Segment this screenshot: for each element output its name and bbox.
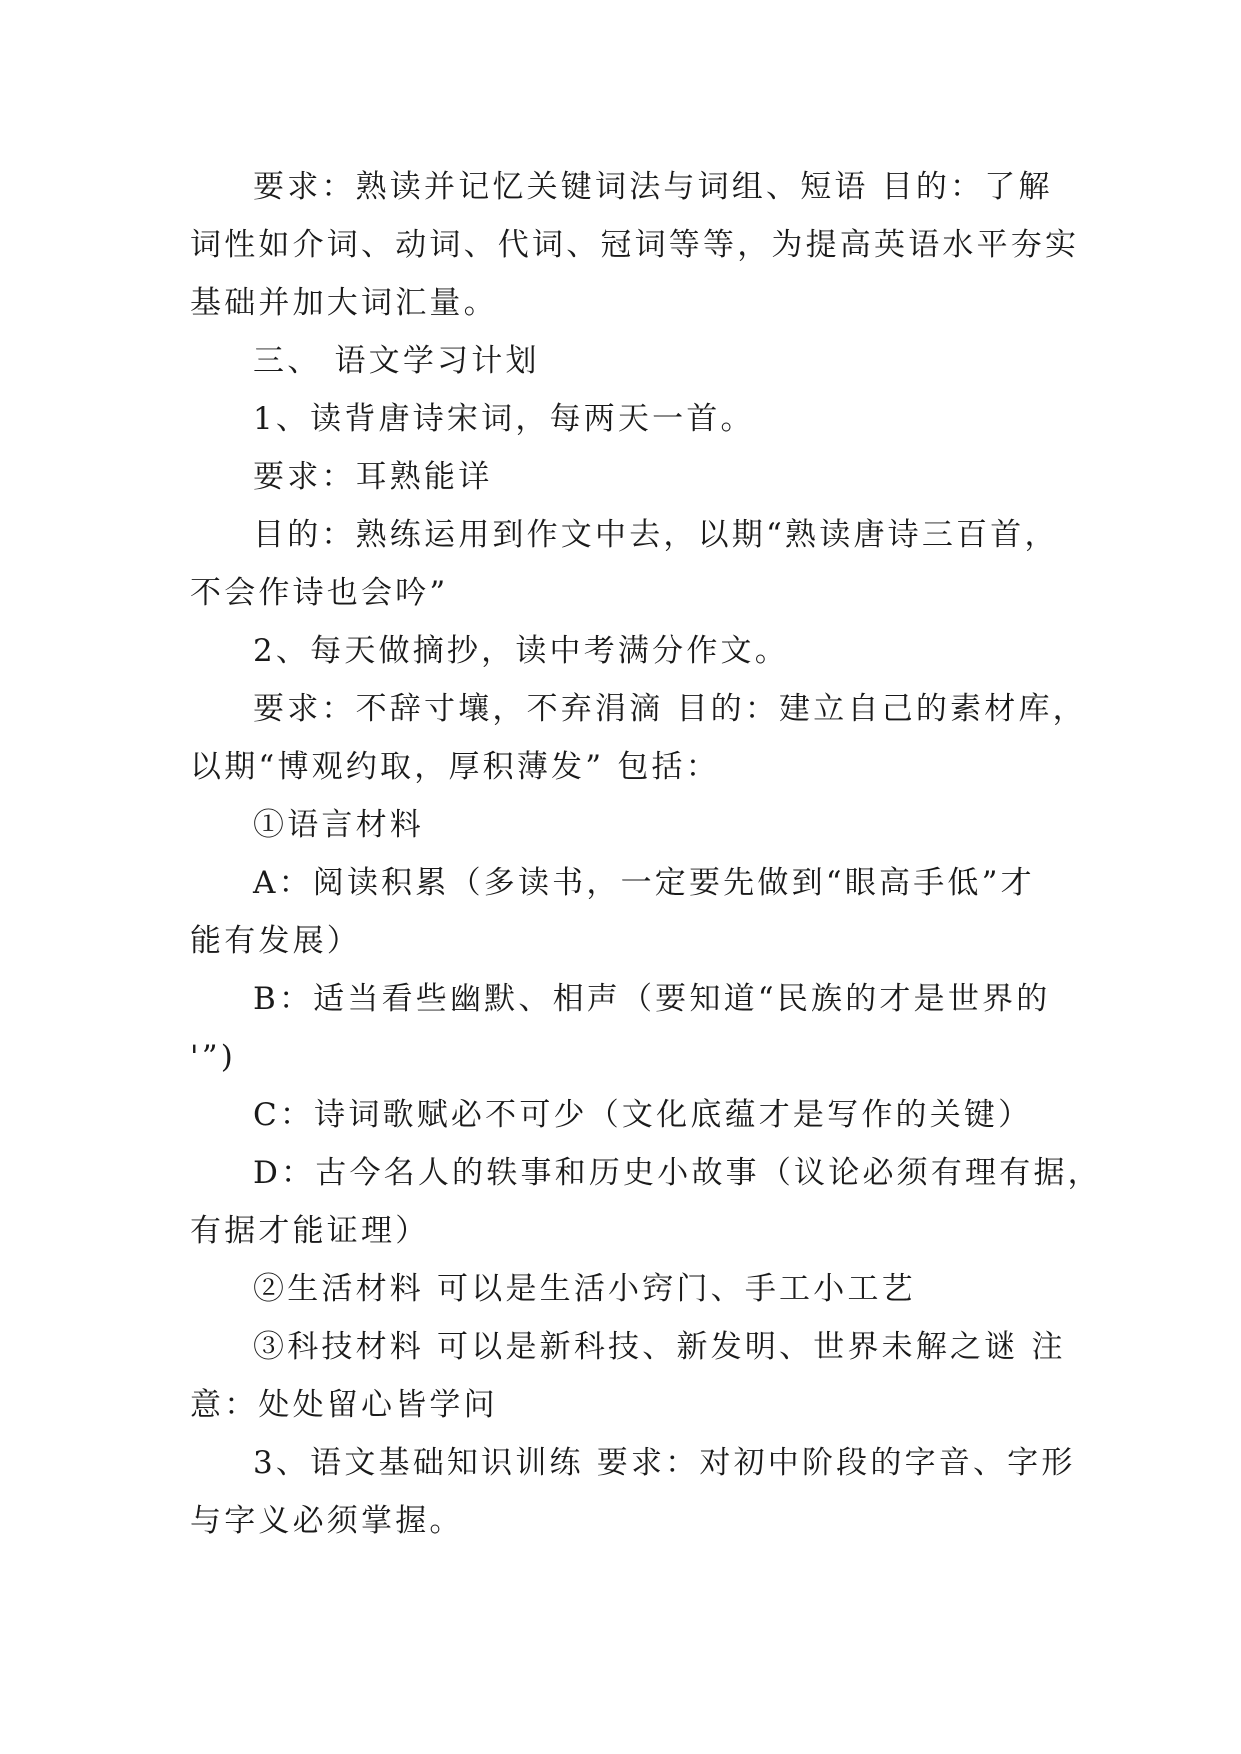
text-line: 要求：熟读并记忆关键词法与词组、短语 目的：了解 [253, 169, 1053, 205]
text-line: ②生活材料 可以是生活小窍门、手工小工艺 [253, 1271, 916, 1307]
text-line: 2、每天做摘抄，读中考满分作文。 [253, 633, 789, 669]
text-line: 不会作诗也会吟” [190, 575, 449, 611]
text-line: 要求：不辞寸壤，不弃涓滴 目的：建立自己的素材库， [253, 691, 1087, 727]
text-line: 基础并加大词汇量。 [190, 285, 498, 321]
text-line: 要求：耳熟能详 [253, 459, 493, 495]
text-line: 有据才能证理） [190, 1213, 430, 1249]
text-line: A：阅读积累（多读书，一定要先做到“眼高手低”才 [253, 865, 1035, 901]
text-line: 与字义必须掌握。 [190, 1503, 464, 1539]
text-line: 词性如介词、动词、代词、冠词等等，为提高英语水平夯实 [190, 227, 1080, 263]
text-line: ③科技材料 可以是新科技、新发明、世界未解之谜 注 [253, 1329, 1066, 1365]
text-line: B：适当看些幽默、相声（要知道“民族的才是世界的 [253, 981, 1051, 1017]
text-line: D：古今名人的轶事和历史小故事（议论必须有理有据， [253, 1155, 1102, 1191]
text-line: 以期“博观约取，厚积薄发” 包括： [190, 749, 720, 785]
section-heading: 三、 语文学习计划 [253, 343, 540, 379]
text-line: C：诗词歌赋必不可少（文化底蕴才是写作的关键） [253, 1097, 1033, 1133]
text-line: '”) [190, 1039, 237, 1075]
text-line: 3、语文基础知识训练 要求：对初中阶段的字音、字形 [253, 1445, 1076, 1481]
document-body [190, 158, 1102, 1550]
text-line: 意：处处留心皆学问 [190, 1387, 498, 1423]
text-line: 能有发展） [190, 923, 361, 959]
text-line: 目的：熟练运用到作文中去，以期“熟读唐诗三百首， [253, 517, 1059, 553]
text-line: ①语言材料 [253, 807, 424, 843]
text-line: 1、读背唐诗宋词，每两天一首。 [253, 401, 755, 437]
